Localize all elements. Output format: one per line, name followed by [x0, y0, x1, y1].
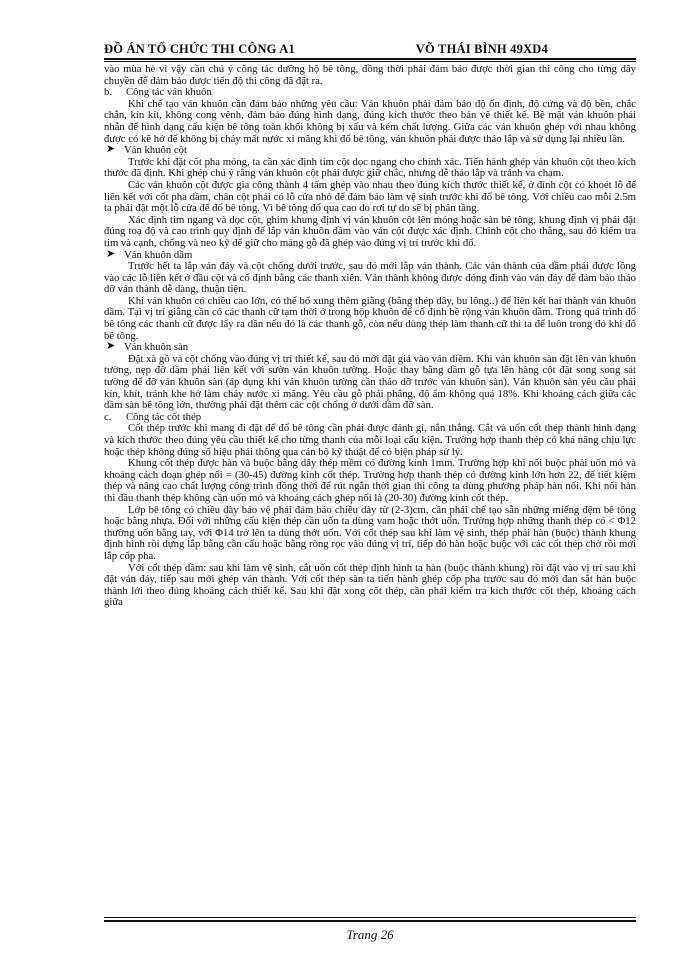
bullet-item	[104, 247, 636, 262]
section-label: b.	[104, 86, 113, 99]
bullet-item	[104, 342, 636, 354]
bullet-label: Ván khuôn sàn	[124, 341, 189, 354]
bullet-item	[104, 145, 636, 157]
bullet-label: Ván khuôn dầm	[124, 248, 193, 261]
course-title: ĐỒ ÁN TỔ CHỨC THI CÔNG A1	[104, 42, 295, 56]
author-name: VÕ THÁI BÌNH 49XD4	[415, 42, 548, 56]
paragraph: Trước hết ta lắp ván đáy và cột chống dưới trước, sau đó mới lắp ván thành. Các ván thành của dầm phải được lồng vào các lỗ liên kết ở đầu cột và cố định bằng các thanh xiên. Ván thành không được đóng đinh vào ván đáy để đảm bảo tháo dỡ ván thành dễ dàng, thuận tiện.	[104, 260, 636, 296]
paragraph: Xác định tim ngang và dọc cột, ghim khung định vị ván khuôn cột lên móng hoặc sàn bê tông, khung định vị phải đặt đúng toạ độ và cao trình quy định để lắp ván khuôn dầm vào ván cột được xác định. Chỉnh cột cho thẳng, sau đó kiểm tra tim và cạnh, chống và neo kỹ để giữ cho mảng gỗ đã ghép vào đúng vị trí trước khi đổ.	[104, 213, 636, 249]
paragraph: Đặt xà gồ và cột chống vào đúng vị trí thiết kế, sau đó mới đặt giá vào ván diềm. Khi ván khuôn sàn đặt lên ván khuôn tường, nẹp đỡ dầm phải liên kết với sườn ván khuôn tường. Hoặc thay bằng dầm gỗ tựa lên hàng cột đặt song song sát tường để đỡ ván khuôn sàn (áp dụng khi ván khuôn tường cần tháo dỡ trước ván khuôn sàn). Ván khuôn sàn yêu cầu phải kín, khít, tránh khe hở làm chảy nước xi măng. Yêu cầu gỗ phải phẳng, độ ẩm không quá 18%. Khi khoảng cách giữa các dầm sàn bê tông lớn, thường phải đặt thêm các cột chống ở dưới dầm đỡ sàn.	[104, 352, 636, 412]
arrow-bullet-icon: ➤	[106, 143, 116, 156]
footer-rule-thin	[104, 917, 636, 918]
paragraph: Khung cốt thép được hàn và buộc bằng dây thép mềm có đường kính 1mm. Trường hợp khi nối buộc phải uốn mỏ và khoảng cách đoạn ghép nối = (30-45) đường kính cốt thép. Trường hợp thanh thép có đường kính lớn hơn 22, để tiết kiệm thép và nâng cao chất lượng công trình đồng thời để rút ngắn thời gian thi công ta dùng phương pháp hàn nối. Khi nối hàn thì đầu thanh thép không cần uốn mỏ và khoảng cách ghép nối là (20-30) đường kính cốt thép.	[104, 457, 636, 504]
footer-rule	[104, 920, 636, 922]
page-number: Trang 26	[346, 927, 394, 942]
paragraph: Khi chế tạo ván khuôn cần đảm bảo những yêu cầu: Ván khuôn phải đảm bảo độ ổn định, độ cứng và độ bền, chắc chắn, kín kít, không cong vênh, đảm bảo đúng hình dạng, đúng kích thước theo bản vẽ thiết kế. Bề mặt ván khuôn phải nhẵn để hình dạng cấu kiện bê tông toàn khối không bị xấu và kém chất lượng. Giữa các ván khuôn ghép với nhau không được có kẽ hở để không bị chảy mất nước xi măng khi đổ bê tông, ván khuôn phải được tháo lắp và sử dụng lại nhiều lần.	[104, 97, 636, 145]
paragraph: Khi ván khuôn có chiều cao lớn, có thể bổ xung thêm giằng (bằng thép dây, bu lông..) để liên kết hai thành ván khuôn dầm. Tại vị trí giằng cần có các thanh cữ tạm thời ở trong hộp khuôn để cố định bề rộng ván khuôn dầm. Trong quá trình đổ bê tông các thanh cữ được lấy ra dần nếu đó là các thanh gỗ, còn nếu dùng thép làm thanh cữ thì ta để luôn trong đó khi đổ bê tông.	[104, 294, 636, 342]
bullet-label: Ván khuôn cột	[124, 144, 187, 157]
arrow-bullet-icon: ➤	[106, 340, 116, 353]
document-body	[104, 64, 636, 609]
header-rule	[104, 58, 636, 60]
paragraph: Lớp bê tông có chiều dày bảo vệ phải đảm bảo chiều dày từ (2-3)cm, cần phải chế tạo sẵn những miếng đệm bê tông hoặc bằng nhựa. Đối với những cấu kiện thép cần uốn ta dùng vam hoặc thớt uốn. Trường hợp những thanh thép có < Φ12 thường uốn bằng tay, với Φ14 trở lên ta dùng thớt uốn. Với cốt thép sau khi làm vệ sinh, thép phải hàn (buộc) thành khung định hình rồi dựng lắp bằng cần cẩu hoặc bằng ròng rọc vào đúng vị trí, tiếp đó hàn hoặc buộc với các cốt thép chờ rồi mới lắp cốp pha.	[104, 503, 636, 562]
page-header	[104, 42, 636, 57]
section-title: Công tác cốt thép	[126, 410, 202, 423]
section-title: Công tác ván khuôn	[126, 86, 212, 99]
paragraph: Cốt thép trước khi mang đi đặt để đổ bê tông cần phải được đánh gỉ, nắn thẳng. Cắt và uốn cốt thép thành hình dạng và kích thước theo đúng yêu cầu thiết kế cho từng thanh của mỗi loại cấu kiện. Trường hợp thanh thép có khả năng chịu lực hoặc thép không đúng số hiệu phải thông qua cán bộ kỹ thuật để có biện pháp sử lý.	[104, 422, 636, 458]
section-label: c.	[104, 410, 112, 423]
paragraph: Trước khi đặt cốt pha móng, ta cần xác định tim cột dọc ngang cho chính xác. Tiến hành ghép ván khuôn cột theo kích thước đã định. Khi ghép chú ý rằng ván khuôn cột phải được giữ chắc, nhưng dễ tháo lắp và tránh va chạm.	[104, 155, 636, 180]
header-rule-thin	[104, 61, 636, 62]
paragraph: Các ván khuôn cột được gia công thành 4 tấm ghép vào nhau theo đúng kích thước thiết kế, ở đỉnh cột có khoét lỗ để liên kết với cốt pha dầm, chân cột phải có lỗ cửa nhỏ để đảm bảo làm vệ sinh trước khi đổ bê tông. Với chiều cao mỗi 2.5m ta phải đặt một lỗ cửa để đổ bê tông. Vì bê tông đổ qua cao do rơi tự do sẽ bị phân tầng.	[104, 178, 636, 215]
paragraph: Với cốt thép dầm: sau khi làm vệ sinh, cắt uốn cốt thép định hình ta hàn (buộc thành khung) rồi đặt vào vị trí sau khi đặt ván đáy, tiếp sau mới ghép ván thành. Với cốt thép sàn ta tiến hành ghép cốp pha trước sau đó mới đan sắt hàn buộc thành lới theo đúng khoảng cách thiết kế. Sau khi đặt xong cốt thép, cần phải kiểm tra kích thước cốt thép, khoảng cách giữa	[104, 561, 636, 609]
arrow-bullet-icon: ➤	[106, 247, 116, 260]
paragraph: vào mùa hè vì vậy cần chú ý công tác dưỡng hộ bê tông, đồng thời phải đảm bảo được thời gian thi công cho từng dây chuyền để đảm bảo được tiến độ thi công đã đặt ra.	[104, 63, 636, 87]
